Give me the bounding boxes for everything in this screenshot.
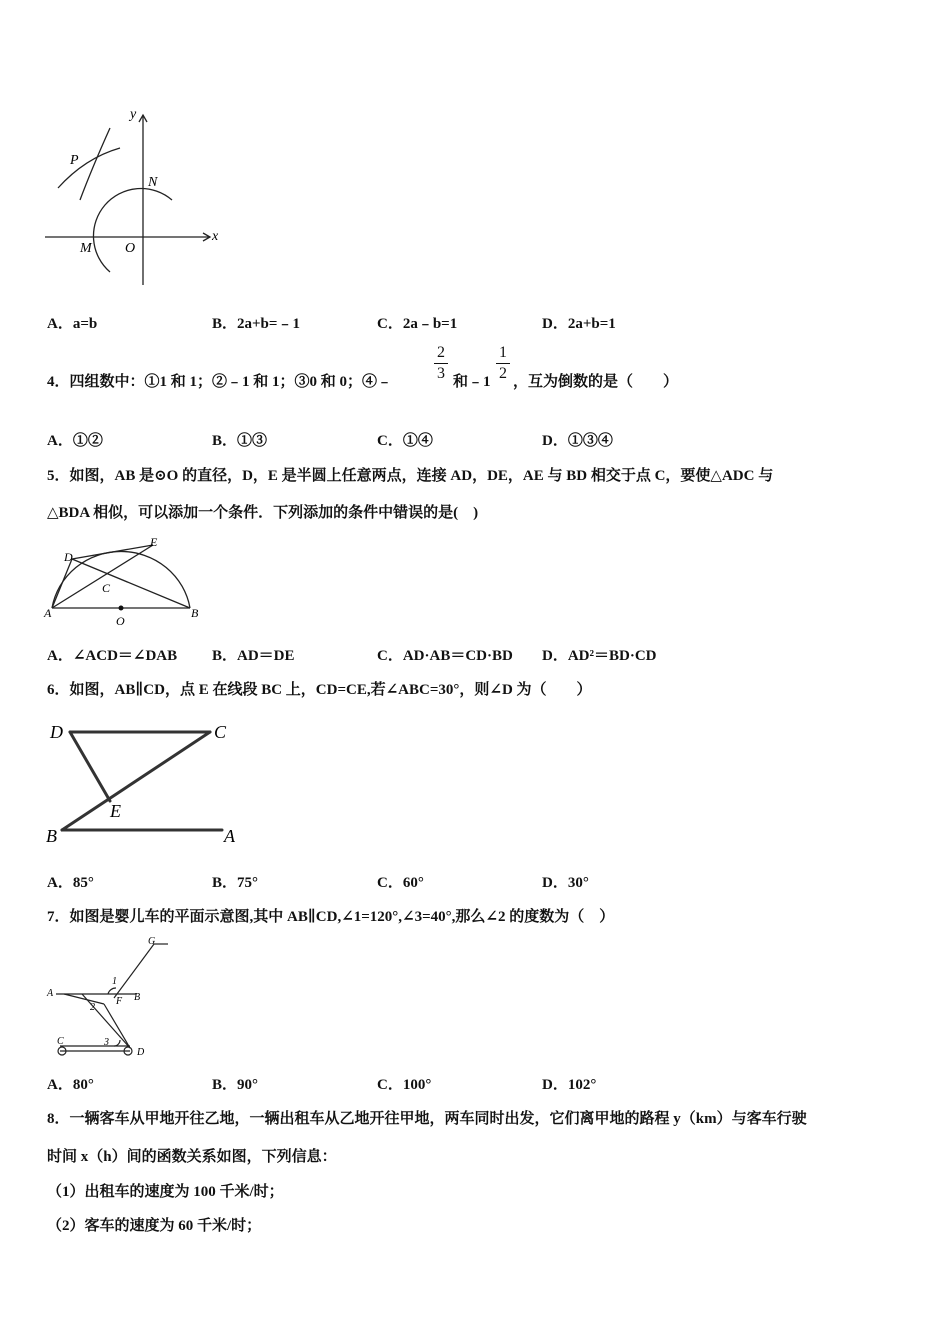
q8-item-1: （1）出租车的速度为 100 千米/时；: [47, 1184, 284, 1200]
q5-option-b[interactable]: B．AD＝DE: [212, 648, 295, 664]
label-m: M: [80, 241, 92, 256]
label-y: y: [130, 107, 137, 122]
segment-cb: [62, 732, 210, 830]
frac1-den: 3: [437, 365, 445, 382]
segment-de: [70, 732, 110, 801]
label-d: D: [137, 1047, 145, 1058]
q4-stem-b: 和﹣1: [453, 374, 491, 390]
label-a: A: [47, 988, 54, 999]
arc-circle: [93, 188, 172, 272]
q5-option-c[interactable]: C．AD·AB＝CD·BD: [377, 648, 513, 664]
label-g: G: [148, 936, 156, 947]
label-1: 1: [112, 976, 117, 987]
label-e: E: [150, 535, 158, 549]
label-p: P: [70, 153, 79, 168]
q4-stem-c: ，互为倒数的是（ ）: [513, 374, 679, 390]
q5-option-a[interactable]: A．∠ACD＝∠DAB: [47, 648, 178, 664]
label-n: N: [148, 175, 158, 190]
q6-stem: 6．如图，AB∥CD，点 E 在线段 BC 上，CD=CE,若∠ABC=30°，则∠D 为（ ）: [47, 682, 592, 698]
q6-figure: [40, 716, 250, 850]
handle-line: [114, 944, 154, 998]
q7-stem: 7．如图是婴儿车的平面示意图,其中 AB∥CD,∠1=120°,∠3=40°,那么∠2 的度数为（ ）: [47, 909, 615, 925]
q4-fraction-1: [434, 344, 448, 383]
label-o: O: [116, 614, 125, 628]
label-e: E: [110, 801, 121, 821]
label-3: 3: [104, 1037, 109, 1048]
frac1-num: 2: [437, 344, 445, 361]
label-o: O: [125, 241, 136, 256]
q4-option-c[interactable]: C．①④: [377, 433, 433, 449]
frac2-den: 2: [499, 365, 507, 382]
label-x: x: [212, 229, 219, 244]
q5-stem-line2: △BDA 相似，可以添加一个条件．下列添加的条件中错误的是( ): [47, 505, 479, 521]
label-b: B: [191, 606, 199, 620]
q4-fraction-2: [496, 344, 510, 383]
label-a: A: [44, 606, 52, 620]
q5-figure: [40, 533, 210, 633]
label-c: C: [102, 581, 111, 595]
label-d: D: [50, 722, 63, 742]
label-a: A: [224, 826, 235, 846]
q6-option-b[interactable]: B．75°: [212, 875, 259, 891]
q7-option-c[interactable]: C．100°: [377, 1077, 432, 1093]
label-c: C: [57, 1036, 64, 1047]
label-f: F: [116, 996, 123, 1007]
frac2-num: 1: [499, 344, 507, 361]
q7-option-d[interactable]: D．102°: [542, 1077, 597, 1093]
q5-option-d[interactable]: D．AD²＝BD·CD: [542, 648, 657, 664]
q3-option-d[interactable]: D．2a+b=1: [542, 316, 616, 332]
center-point-o: [119, 606, 124, 611]
arc-p1: [58, 148, 120, 188]
q3-option-b[interactable]: B．2a+b=﹣1: [212, 316, 300, 332]
label-2: 2: [90, 1002, 95, 1013]
q6-option-a[interactable]: A．85°: [47, 875, 94, 891]
q7-figure: [42, 934, 182, 1064]
q7-option-a[interactable]: A．80°: [47, 1077, 94, 1093]
label-c: C: [214, 722, 227, 742]
q4-option-a[interactable]: A．①②: [47, 433, 103, 449]
q4-stem-a: 4．四组数中：①1 和 1；②﹣1 和 1；③0 和 0；④﹣: [47, 374, 393, 390]
label-d: D: [64, 550, 73, 564]
q6-option-d[interactable]: D．30°: [542, 875, 589, 891]
q6-option-c[interactable]: C．60°: [377, 875, 424, 891]
q8-stem-line1: 8．一辆客车从甲地开往乙地，一辆出租车从乙地开往甲地，两车同时出发，它们离甲地的路程 y（km）与客车行驶: [47, 1111, 807, 1127]
label-b: B: [134, 992, 141, 1003]
q3-option-c[interactable]: C．2a﹣b=1: [377, 316, 458, 332]
q3-figure: [40, 100, 230, 290]
q8-item-2: （2）客车的速度为 60 千米/时；: [47, 1218, 262, 1234]
q3-option-a[interactable]: A．a=b: [47, 316, 98, 332]
q4-option-d[interactable]: D．①③④: [542, 433, 613, 449]
q5-stem-line1: 5．如图，AB 是⊙O 的直径，D，E 是半圆上任意两点，连接 AD，DE，AE 与 BD 相交于点 C，要使△ADC 与: [47, 468, 774, 484]
q4-option-b[interactable]: B．①③: [212, 433, 268, 449]
label-b: B: [46, 826, 57, 846]
q7-option-b[interactable]: B．90°: [212, 1077, 259, 1093]
q8-stem-line2: 时间 x（h）间的函数关系如图，下列信息：: [47, 1149, 337, 1165]
